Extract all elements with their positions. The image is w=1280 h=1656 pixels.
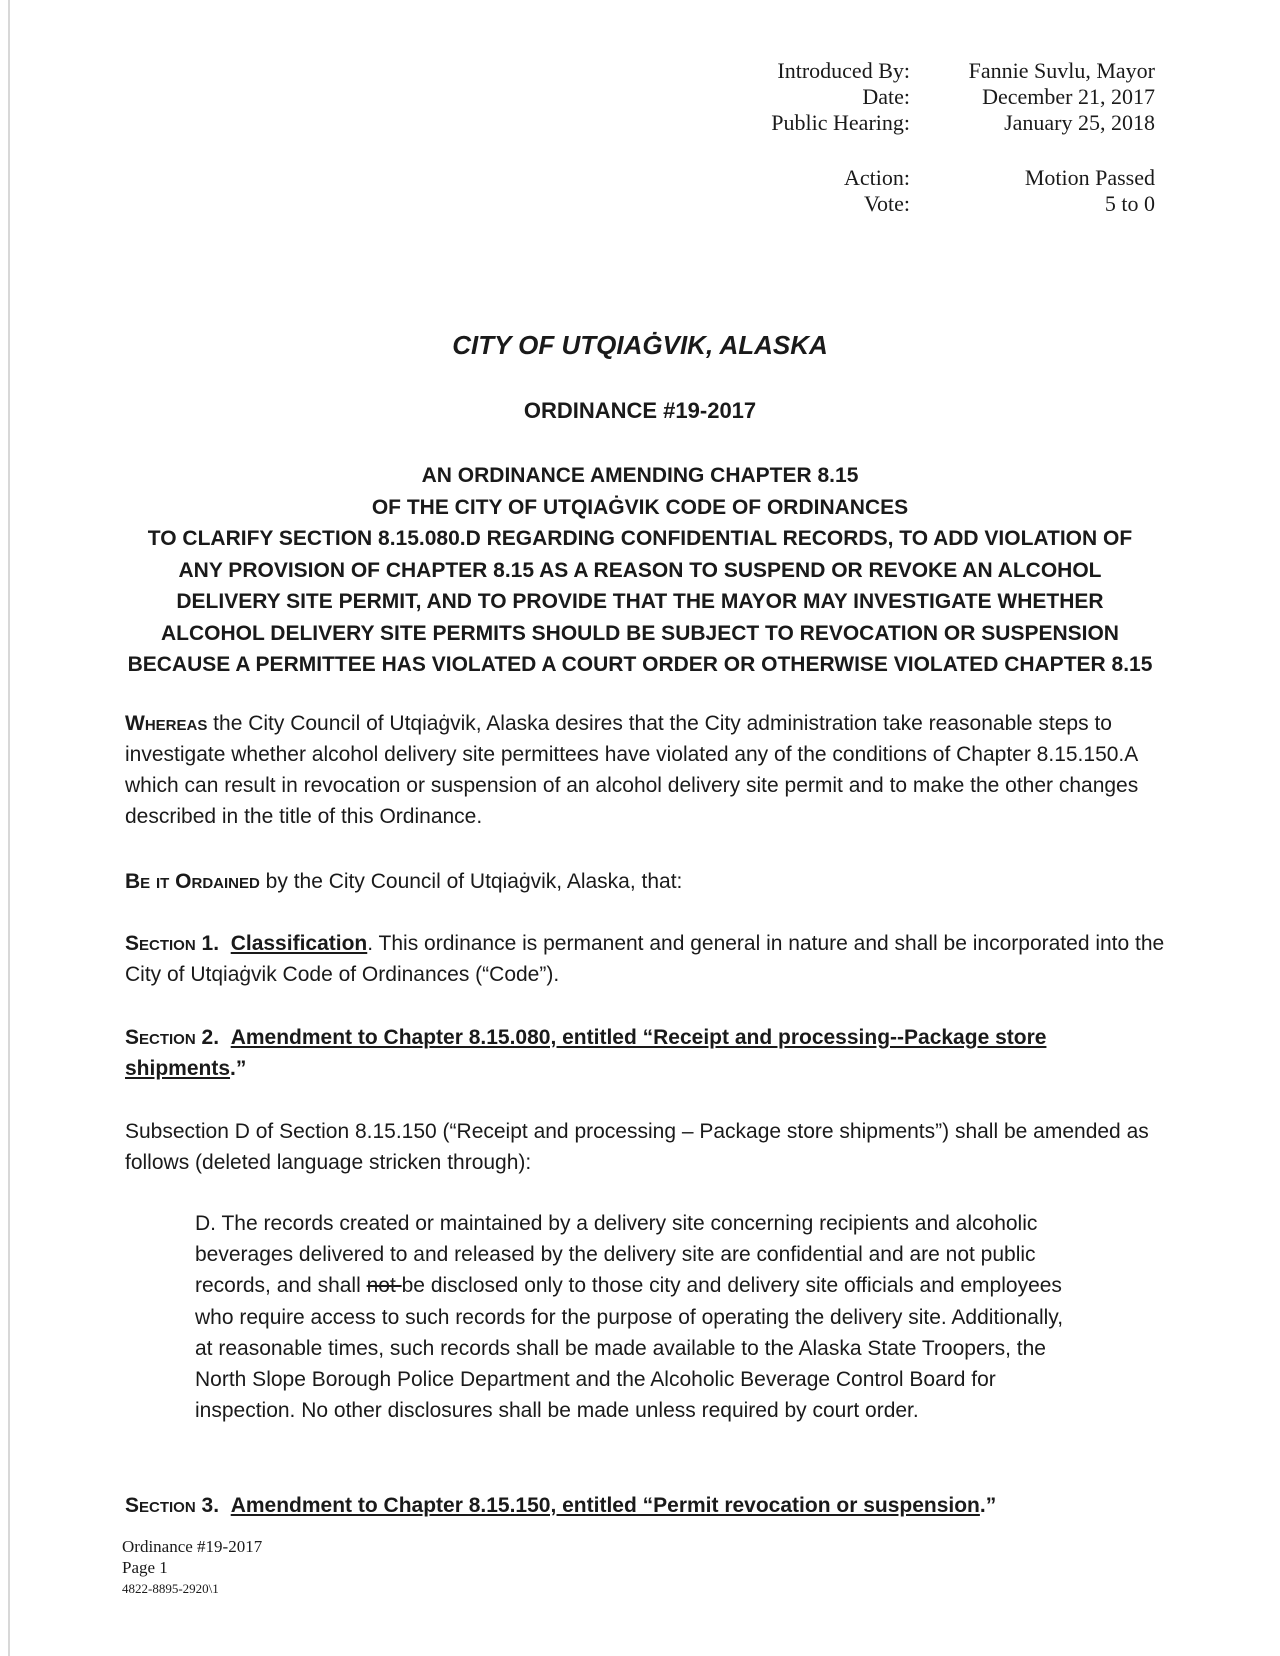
amended-text-block — [195, 1208, 1075, 1426]
section-1-text: . This ordinance is permanent and general in nature and shall be incorporated into the City of Utqiaġvik Code of Ordinances (“Code”). — [125, 932, 1165, 986]
title-line: ALCOHOL DELIVERY SITE PERMITS SHOULD BE SUBJECT TO REVOCATION OR SUSPENSION — [161, 621, 1119, 645]
stricken-text: not — [366, 1274, 402, 1298]
title-line: BECAUSE A PERMITTEE HAS VIOLATED A COURT ORDER OR OTHERWISE VIOLATED CHAPTER 8.15 — [127, 653, 1153, 676]
section-2-title: Amendment to Chapter 8.15.080, entitled “Receipt and processing--Package store shipments — [125, 1026, 1047, 1080]
section-2-heading — [125, 1022, 1165, 1084]
section-1-heading: Classification — [230, 932, 368, 955]
header-values-group-2 — [855, 165, 1155, 217]
city-heading: CITY OF UTQIAĠVIK, ALASKA — [452, 330, 828, 360]
whereas-paragraph — [125, 708, 1165, 832]
date-value: December 21, 2017 — [982, 84, 1155, 109]
ordained-paragraph — [125, 866, 1165, 897]
scan-edge-line — [8, 0, 10, 1656]
action-label: Action: — [844, 165, 910, 190]
title-line: ANY PROVISION OF CHAPTER 8.15 AS A REASON TO SUSPEND OR REVOKE AN ALCOHOL — [178, 558, 1102, 582]
section-3-title: Amendment to Chapter 8.15.150, entitled “Permit revocation or suspension — [230, 1494, 980, 1517]
whereas-text: the City Council of Utqiaġvik, Alaska desires that the City administration take reasonable steps to investigate whether alcohol delivery site permittees have violated any of the conditions of Chapter 8.15.150.A which can result in revocation or suspension of an alcohol delivery site permit and to make the other changes described in the title of this Ordinance. — [125, 712, 1139, 828]
introduced-by-label: Introduced By: — [777, 58, 910, 83]
public-hearing-label: Public Hearing: — [771, 110, 910, 135]
footer-doc-id: 4822-8895-2920\1 — [122, 1581, 219, 1596]
public-hearing-value: January 25, 2018 — [1004, 110, 1155, 135]
section-2-lead: Section 2. — [125, 1026, 220, 1049]
ordinance-number: ORDINANCE #19-2017 — [523, 398, 757, 423]
footer-ordinance: Ordinance #19-2017 — [122, 1537, 263, 1556]
whereas-lead: Whereas — [125, 712, 208, 735]
section-2-tail: .” — [230, 1057, 247, 1080]
vote-value: 5 to 0 — [1104, 191, 1155, 216]
footer-page: Page 1 — [122, 1558, 168, 1577]
section-3-heading — [125, 1490, 1165, 1521]
title-line: DELIVERY SITE PERMIT, AND TO PROVIDE THAT THE MAYOR MAY INVESTIGATE WHETHER — [176, 590, 1104, 613]
section-1 — [125, 928, 1165, 990]
amended-text-before: D. The records created or maintained by a delivery site concerning recipients and alcoholic beverages delivered to and released by the delivery site are confidential and are not public records, and shall — [195, 1212, 1038, 1298]
title-line: TO CLARIFY SECTION 8.15.080.D REGARDING CONFIDENTIAL RECORDS, TO ADD VIOLATION OF — [147, 527, 1133, 550]
amended-text-after: be disclosed only to those city and delivery site officials and employees who require access to such records for the purpose of operating the delivery site. Additionally, at reasonable times, such records shall be made available to the Alaska State Troopers, the North Slope Borough Police Department and the Alcoholic Beverage Control Board for inspection. No other disclosures shall be made unless required by court order. — [195, 1274, 1064, 1423]
section-3-tail: .” — [979, 1494, 997, 1517]
date-label: Date: — [862, 84, 910, 109]
ordinance-title — [110, 460, 1170, 681]
header-values-group-1 — [855, 58, 1155, 136]
action-value: Motion Passed — [1024, 165, 1155, 190]
vote-label: Vote: — [863, 191, 910, 216]
title-line: OF THE CITY OF UTQIAĠVIK CODE OF ORDINANCES — [371, 495, 909, 519]
title-line: AN ORDINANCE AMENDING CHAPTER 8.15 — [421, 464, 859, 487]
page-footer — [122, 1536, 262, 1599]
section-1-lead: Section 1. — [125, 932, 220, 955]
ordained-lead: Be it Ordained — [125, 870, 260, 893]
section-3-lead: Section 3. — [125, 1494, 220, 1517]
introduced-by-value: Fannie Suvlu, Mayor — [968, 58, 1155, 83]
subsection-intro: Subsection D of Section 8.15.150 (“Receipt and processing – Package store shipments”) shall be amended as follows (deleted language stricken through): — [125, 1120, 1149, 1174]
ordained-text: by the City Council of Utqiaġvik, Alaska, that: — [259, 870, 683, 893]
